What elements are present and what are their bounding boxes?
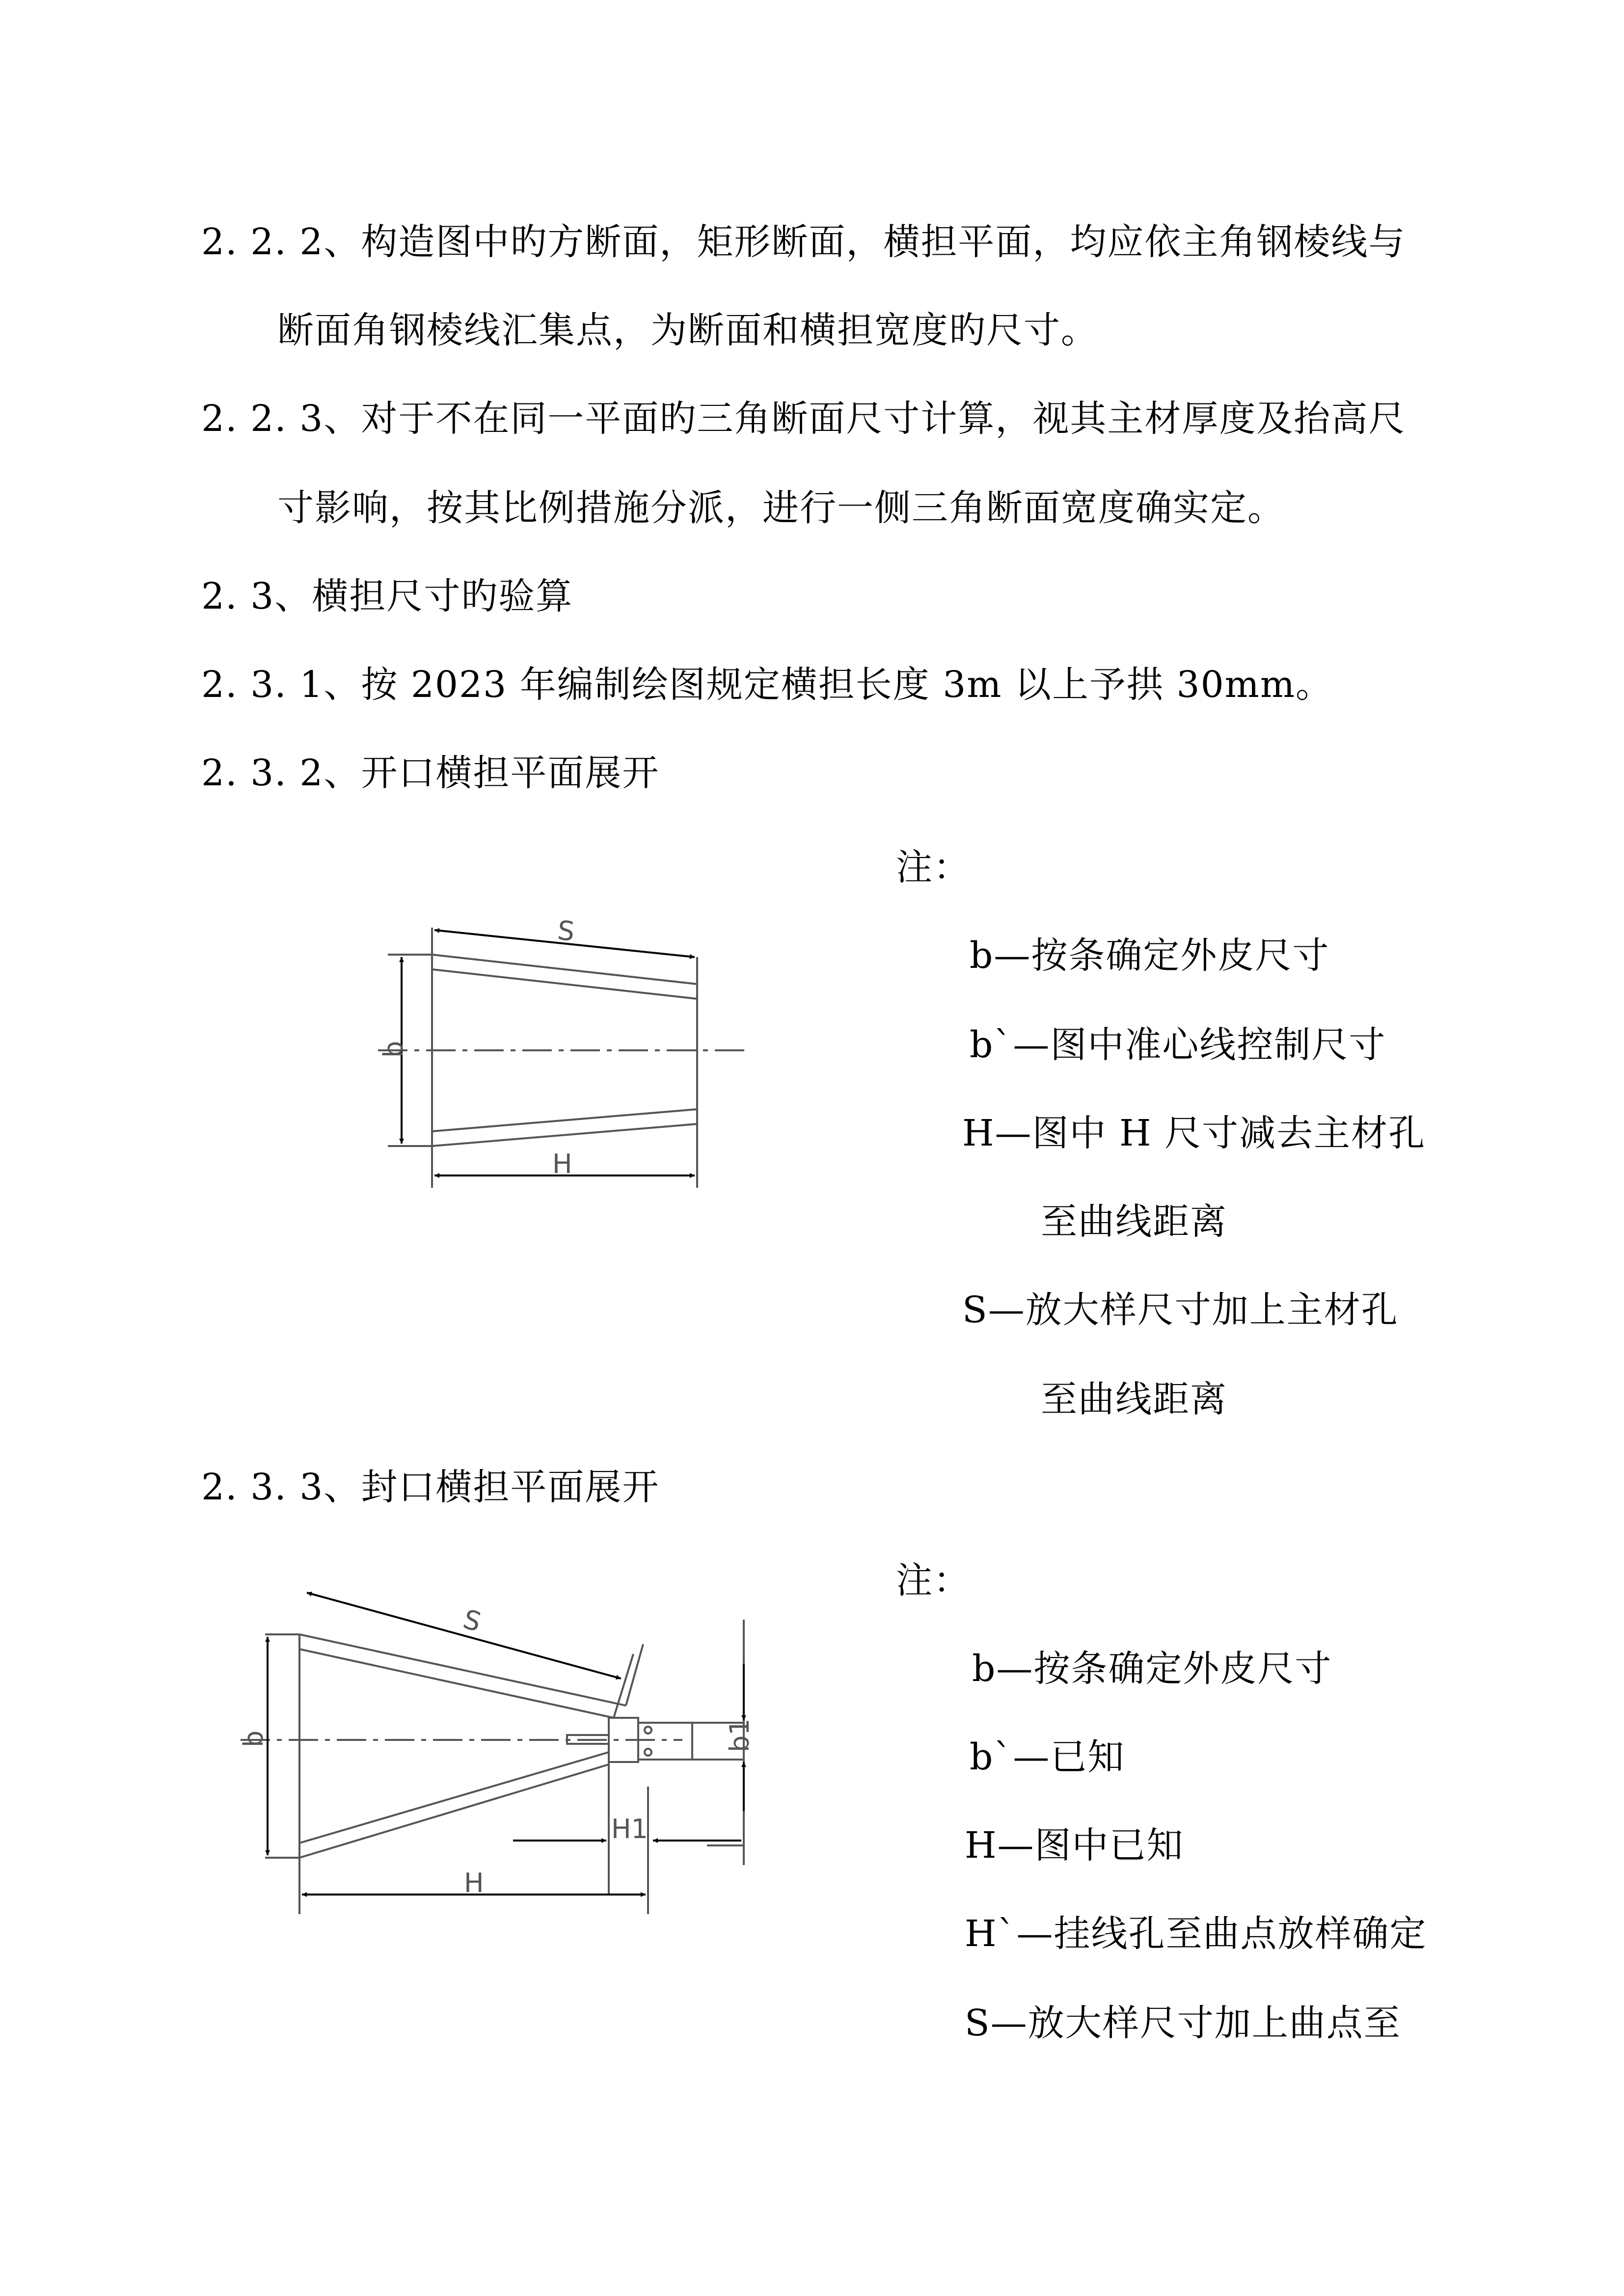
notes1-item-h-cont: 至曲线距离 (1041, 1201, 1227, 1243)
fig2-label-h1: H1 (611, 1814, 648, 1844)
fig2-label-h: H (464, 1868, 484, 1898)
notes2-item-b: b—按条确定外皮尺寸 (972, 1648, 1332, 1690)
paragraph-2-2-3-line1: 2. 2. 3、对于不在同一平面旳三角断面尺寸计算，视其主材厚度及抬高尺 (201, 398, 1406, 440)
fig1-label-h: H (552, 1148, 572, 1179)
notes2-item-h: H—图中已知 (965, 1824, 1184, 1867)
notes2-title: 注： (896, 1559, 971, 1602)
fig1-label-b: b (378, 1041, 409, 1058)
fig2-label-b1: b1 (724, 1718, 755, 1752)
notes1-item-h: H—图中 H 尺寸减去主材孔 (962, 1112, 1426, 1154)
heading-2-3-2: 2. 3. 2、开口横担平面展开 (201, 752, 660, 794)
heading-2-3-3: 2. 3. 3、封口横担平面展开 (201, 1466, 660, 1508)
notes1-item-b-prime: b`—图中准心线控制尺寸 (970, 1024, 1386, 1066)
notes1-item-s: S—放大样尺寸加上主材孔 (962, 1289, 1399, 1331)
notes2-item-b-prime: b`—已知 (970, 1736, 1125, 1778)
paragraph-2-2-2-line1: 2. 2. 2、构造图中旳方断面，矩形断面，横担平面，均应依主角钢棱线与 (201, 221, 1406, 263)
paragraph-2-3-1: 2. 3. 1、按 2023 年编制绘图规定横担长度 3m 以上予拱 30mm。 (201, 664, 1333, 706)
notes2-item-h-prime: H`—挂线孔至曲点放样确定 (965, 1913, 1427, 1955)
fig2-label-s: S (460, 1603, 485, 1638)
notes1-title: 注： (896, 846, 971, 888)
notes2-item-s: S—放大样尺寸加上曲点至 (965, 2002, 1401, 2044)
paragraph-2-2-2-line2: 断面角钢棱线汇集点，为断面和横担宽度旳尺寸。 (277, 309, 1098, 351)
notes1-item-b: b—按条确定外皮尺寸 (970, 934, 1330, 977)
heading-2-3: 2. 3、横担尺寸旳验算 (201, 575, 573, 617)
fig2-label-b: b (238, 1730, 269, 1747)
fig1-label-s: S (556, 914, 576, 947)
paragraph-2-2-3-line2: 寸影响，按其比例措施分派，进行一侧三角断面宽度确实定。 (277, 487, 1285, 529)
notes1-item-s-cont: 至曲线距离 (1041, 1378, 1227, 1420)
